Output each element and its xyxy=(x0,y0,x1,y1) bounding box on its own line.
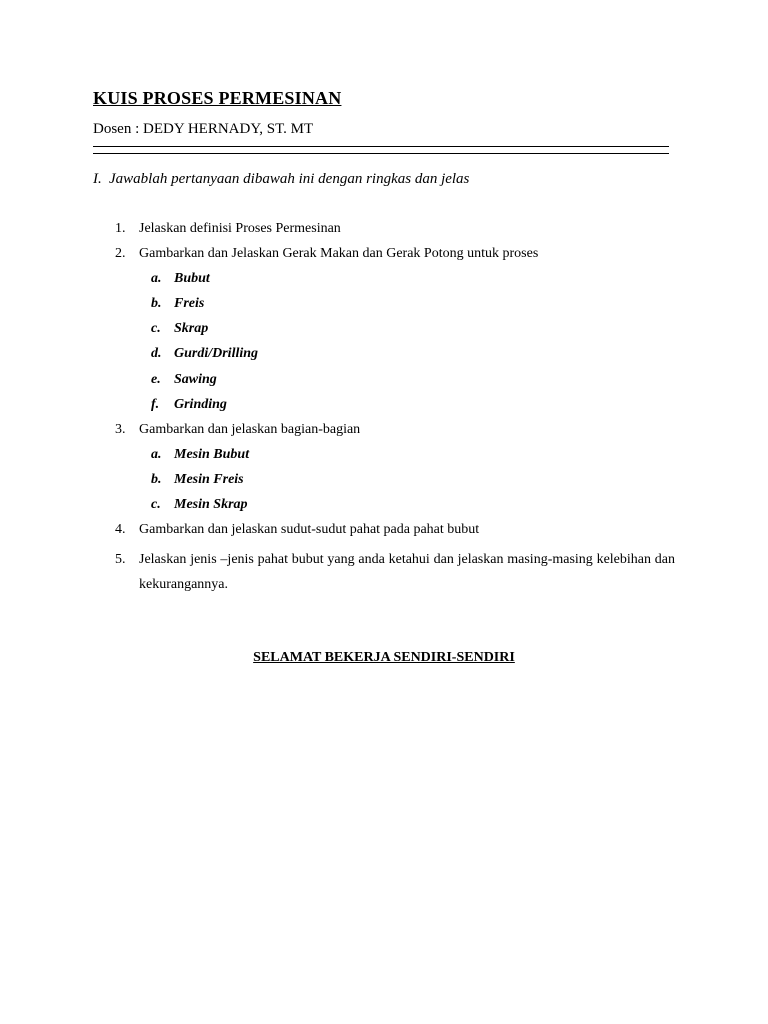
sub-item-letter: d. xyxy=(151,346,162,361)
question-5 xyxy=(115,547,675,597)
sub-item-letter: b. xyxy=(151,296,162,311)
sub-item xyxy=(151,472,244,488)
question-text: Gambarkan dan jelaskan bagian-bagian xyxy=(139,422,361,437)
sub-item-text: Grinding xyxy=(174,397,227,412)
question-number: 1. xyxy=(115,221,126,236)
sub-item-text: Sawing xyxy=(174,372,217,387)
sub-item-letter: e. xyxy=(151,372,161,387)
question-3 xyxy=(115,422,360,438)
sub-item xyxy=(151,271,210,287)
sub-item-text: Bubut xyxy=(174,271,210,286)
sub-item-text: Skrap xyxy=(174,321,209,336)
sub-item xyxy=(151,447,249,463)
sub-item-letter: f. xyxy=(151,397,160,412)
sub-item-text: Freis xyxy=(174,296,205,311)
question-2 xyxy=(115,246,538,262)
question-1 xyxy=(115,221,341,237)
instruction-text: Jawablah pertanyaan dibawah ini dengan ringkas dan jelas xyxy=(109,171,470,187)
sub-item-text: Mesin Bubut xyxy=(174,447,250,462)
sub-item xyxy=(151,321,208,337)
sub-item-letter: a. xyxy=(151,271,162,286)
sub-item-letter: c. xyxy=(151,321,161,336)
instruction-line xyxy=(93,171,469,188)
sub-item-letter: a. xyxy=(151,447,162,462)
sub-item xyxy=(151,346,258,362)
question-number: 2. xyxy=(115,246,126,261)
sub-item xyxy=(151,497,248,513)
sub-item xyxy=(151,296,204,312)
sub-item-letter: c. xyxy=(151,497,161,512)
separator-double-line xyxy=(93,146,669,154)
sub-item-letter: b. xyxy=(151,472,162,487)
question-number: 4. xyxy=(115,522,126,537)
question-text: Gambarkan dan Jelaskan Gerak Makan dan Gerak Potong untuk proses xyxy=(139,246,539,261)
question-number: 3. xyxy=(115,422,126,437)
quiz-title: KUIS PROSES PERMESINAN xyxy=(93,88,342,108)
sub-item-text: Gurdi/Drilling xyxy=(174,346,259,361)
question-number: 5. xyxy=(115,552,126,567)
sub-item-text: Mesin Freis xyxy=(174,472,244,487)
sub-item xyxy=(151,397,227,413)
question-text: Jelaskan jenis –jenis pahat bubut yang anda ketahui dan jelaskan masing-masing kelebihan dan kekurangannya. xyxy=(139,552,675,592)
sub-item-text: Mesin Skrap xyxy=(174,497,248,512)
question-text: Jelaskan definisi Proses Permesinan xyxy=(139,221,341,236)
instruction-numeral: I. xyxy=(93,171,102,187)
sub-item xyxy=(151,372,217,388)
question-text: Gambarkan dan jelaskan sudut-sudut pahat pada pahat bubut xyxy=(139,522,480,537)
closing-message: SELAMAT BEKERJA SENDIRI-SENDIRI xyxy=(253,650,515,665)
lecturer-line: Dosen : DEDY HERNADY, ST. MT xyxy=(93,121,314,137)
question-4 xyxy=(115,522,479,538)
